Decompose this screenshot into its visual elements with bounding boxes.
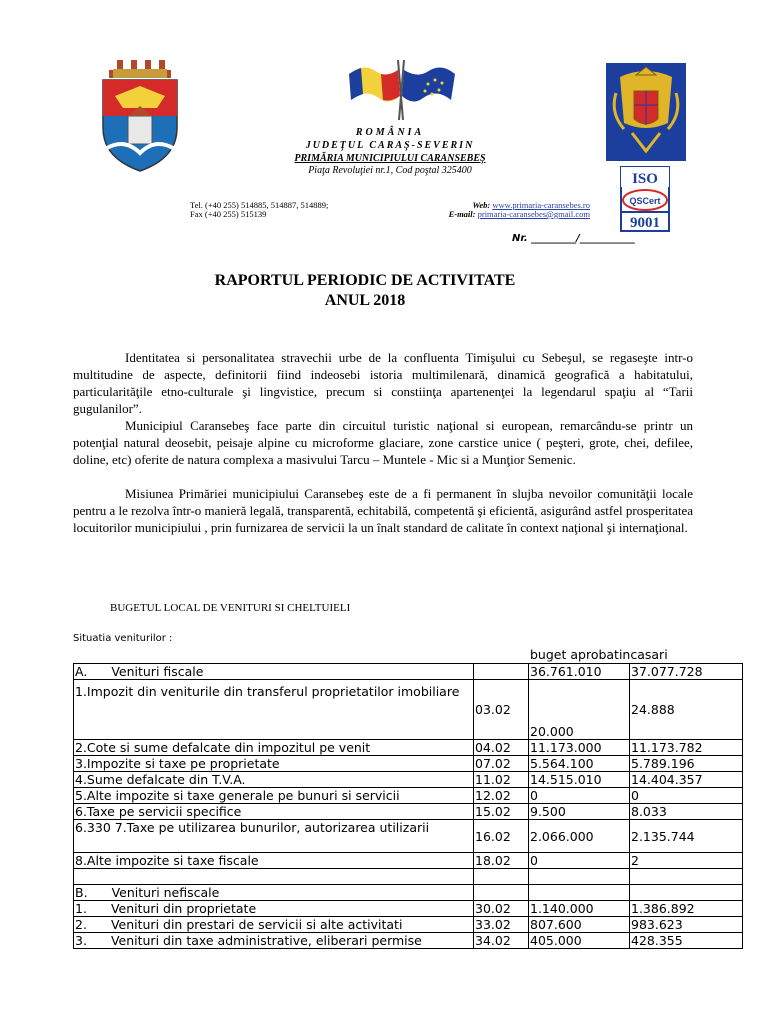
- iso-certificate-icon: [620, 166, 670, 232]
- row-budget: 1.140.000: [529, 901, 630, 917]
- section-a-receipts: 37.077.728: [630, 664, 743, 680]
- row-code: 16.02: [474, 820, 529, 853]
- row-code: 11.02: [474, 772, 529, 788]
- table-row: [74, 680, 743, 740]
- table-row: [74, 820, 743, 853]
- row-code: 34.02: [474, 933, 529, 949]
- row-budget: 5.564.100: [529, 756, 630, 772]
- report-year: ANUL 2018: [324, 292, 406, 309]
- header-country: ROMÂNIA: [355, 127, 425, 138]
- row-label: 1.Impozit din veniturile din transferul proprietatilor imobiliare: [74, 680, 474, 740]
- row-label: 8.Alte impozite si taxe fiscale: [74, 853, 474, 869]
- row-code: 30.02: [474, 901, 529, 917]
- section-a-budget: 36.761.010: [529, 664, 630, 680]
- iso-top-text: ISO: [632, 171, 658, 187]
- row-receipts: 0: [630, 788, 743, 804]
- table-row: [74, 853, 743, 869]
- row-label: 3. Venituri din taxe administrative, eliberari permise: [74, 933, 474, 949]
- table-row: [74, 933, 743, 949]
- header-address: Piaţa Revoluţiei nr.1, Cod poştal 325400: [308, 165, 472, 176]
- row-budget: 0: [529, 788, 630, 804]
- table-row: [74, 901, 743, 917]
- table-row: [74, 740, 743, 756]
- web-label: Web:: [472, 200, 491, 210]
- row-label: 4.Sume defalcate din T.V.A.: [74, 772, 474, 788]
- email-link[interactable]: primaria-caransebes@gmail.com: [477, 209, 590, 219]
- row-budget: 405.000: [529, 933, 630, 949]
- row-receipts: 14.404.357: [630, 772, 743, 788]
- section-a-label: A. Venituri fiscale: [74, 664, 474, 680]
- row-receipts: 5.789.196: [630, 756, 743, 772]
- row-receipts: 428.355: [630, 933, 743, 949]
- row-code: 33.02: [474, 917, 529, 933]
- section-a-row: [74, 664, 743, 680]
- iso-mid-text: QSCert: [629, 196, 661, 206]
- table-empty-row: [74, 869, 743, 885]
- registration-number: [512, 233, 635, 244]
- row-code: 03.02: [474, 680, 529, 740]
- table-row: [74, 804, 743, 820]
- row-code: 15.02: [474, 804, 529, 820]
- row-receipts: 1.386.892: [630, 901, 743, 917]
- flags-icon: [343, 56, 459, 122]
- table-row: [74, 772, 743, 788]
- table-row: [74, 756, 743, 772]
- row-code: 18.02: [474, 853, 529, 869]
- table-row: [74, 917, 743, 933]
- row-label: 6.330 7.Taxe pe utilizarea bunurilor, autorizarea utilizarii: [74, 820, 474, 853]
- paragraph-identity: Identitatea si personalitatea stravechii urbe de la confluenta Timişului cu Sebeşul, se regaseşte intr-o multitudine de aspecte, definitorii fiind indeosebi istoria multimilenară, dinamică geografică a habitatului, particularităţile etno-culturale şi lingvistice, precum si constiinţa apartenenţei la legendarul spaţiu al “Tarii gugulanilor”.: [73, 350, 693, 416]
- row-budget: 807.600: [529, 917, 630, 933]
- header-office: PRIMĂRIA MUNICIPIULUI CARANSEBEŞ: [294, 153, 486, 164]
- romania-coat-of-arms-icon: [606, 63, 686, 161]
- row-budget: 11.173.000: [529, 740, 630, 756]
- city-coat-of-arms-icon: [95, 58, 185, 173]
- row-label: 6.Taxe pe servicii specifice: [74, 804, 474, 820]
- report-title: RAPORTUL PERIODIC DE ACTIVITATE: [214, 272, 516, 289]
- nr-text: Nr. _________/___________: [512, 233, 635, 244]
- row-receipts: 2.135.744: [630, 820, 743, 853]
- header-tel: Tel. (+40 255) 514885, 514887, 514889;: [190, 200, 329, 210]
- header-email: [400, 209, 590, 219]
- iso-9001-badge: [620, 166, 670, 232]
- row-label: 2.Cote si sume defalcate din impozitul pe venit: [74, 740, 474, 756]
- row-code: 04.02: [474, 740, 529, 756]
- row-label: 3.Impozite si taxe pe proprietate: [74, 756, 474, 772]
- row-budget: 9.500: [529, 804, 630, 820]
- budget-section-title: BUGETUL LOCAL DE VENITURI SI CHELTUIELI: [110, 602, 351, 614]
- revenue-situation-label: Situatia veniturilor :: [73, 633, 173, 644]
- row-receipts: 11.173.782: [630, 740, 743, 756]
- row-receipts: 24.888: [630, 680, 743, 740]
- paragraph-mission: Misiunea Primăriei municipiului Caransebeş este de a fi permanent în slujba nevoilor comunităţii locale pentru a le rezolva într-o manieră legală, transparentă, echitabilă, competentă şi eficientă, asigurând astfel prosperitatea locuitorilor municipiului , prin furnizarea de servicii la un înalt standard de calitate în context naţional şi internaţional.: [73, 486, 693, 535]
- web-link[interactable]: www.primaria-caransebes.ro: [492, 200, 590, 210]
- row-label: 5.Alte impozite si taxe generale pe bunuri si servicii: [74, 788, 474, 804]
- row-code: 12.02: [474, 788, 529, 804]
- row-receipts: 2: [630, 853, 743, 869]
- row-budget: 20.000: [529, 680, 630, 740]
- iso-bottom-text: 9001: [630, 215, 660, 231]
- row-receipts: 8.033: [630, 804, 743, 820]
- row-budget: 2.066.000: [529, 820, 630, 853]
- email-label: E-mail:: [448, 209, 476, 219]
- row-receipts: 983.623: [630, 917, 743, 933]
- row-code: 07.02: [474, 756, 529, 772]
- header-fax: Fax (+40 255) 515139: [190, 209, 267, 219]
- paragraph-tourism: Municipiul Caransebeş face parte din circuitul turistic naţional si european, remarcându-se printr un potenţial natural deosebit, peisaje alpine cu microforme glaciare, zone carstice unice ( peşteri, grote, chei, defilee, doline, etc) oferite de natura complexa a masivului Tarcu – Muntele - Mic si a Munţior Semenic.: [73, 418, 693, 467]
- header-county: JUDEŢUL CARAŞ-SEVERIN: [305, 140, 475, 151]
- table-row: [74, 788, 743, 804]
- row-budget: 0: [529, 853, 630, 869]
- row-label: 2. Venituri din prestari de servicii si alte activitati: [74, 917, 474, 933]
- section-b-label: B. Venituri nefiscale: [74, 885, 474, 901]
- revenue-table: [73, 663, 743, 949]
- row-budget: 14.515.010: [529, 772, 630, 788]
- table-column-headers: buget aprobatincasari: [530, 647, 668, 662]
- section-b-row: [74, 885, 743, 901]
- row-label: 1. Venituri din proprietate: [74, 901, 474, 917]
